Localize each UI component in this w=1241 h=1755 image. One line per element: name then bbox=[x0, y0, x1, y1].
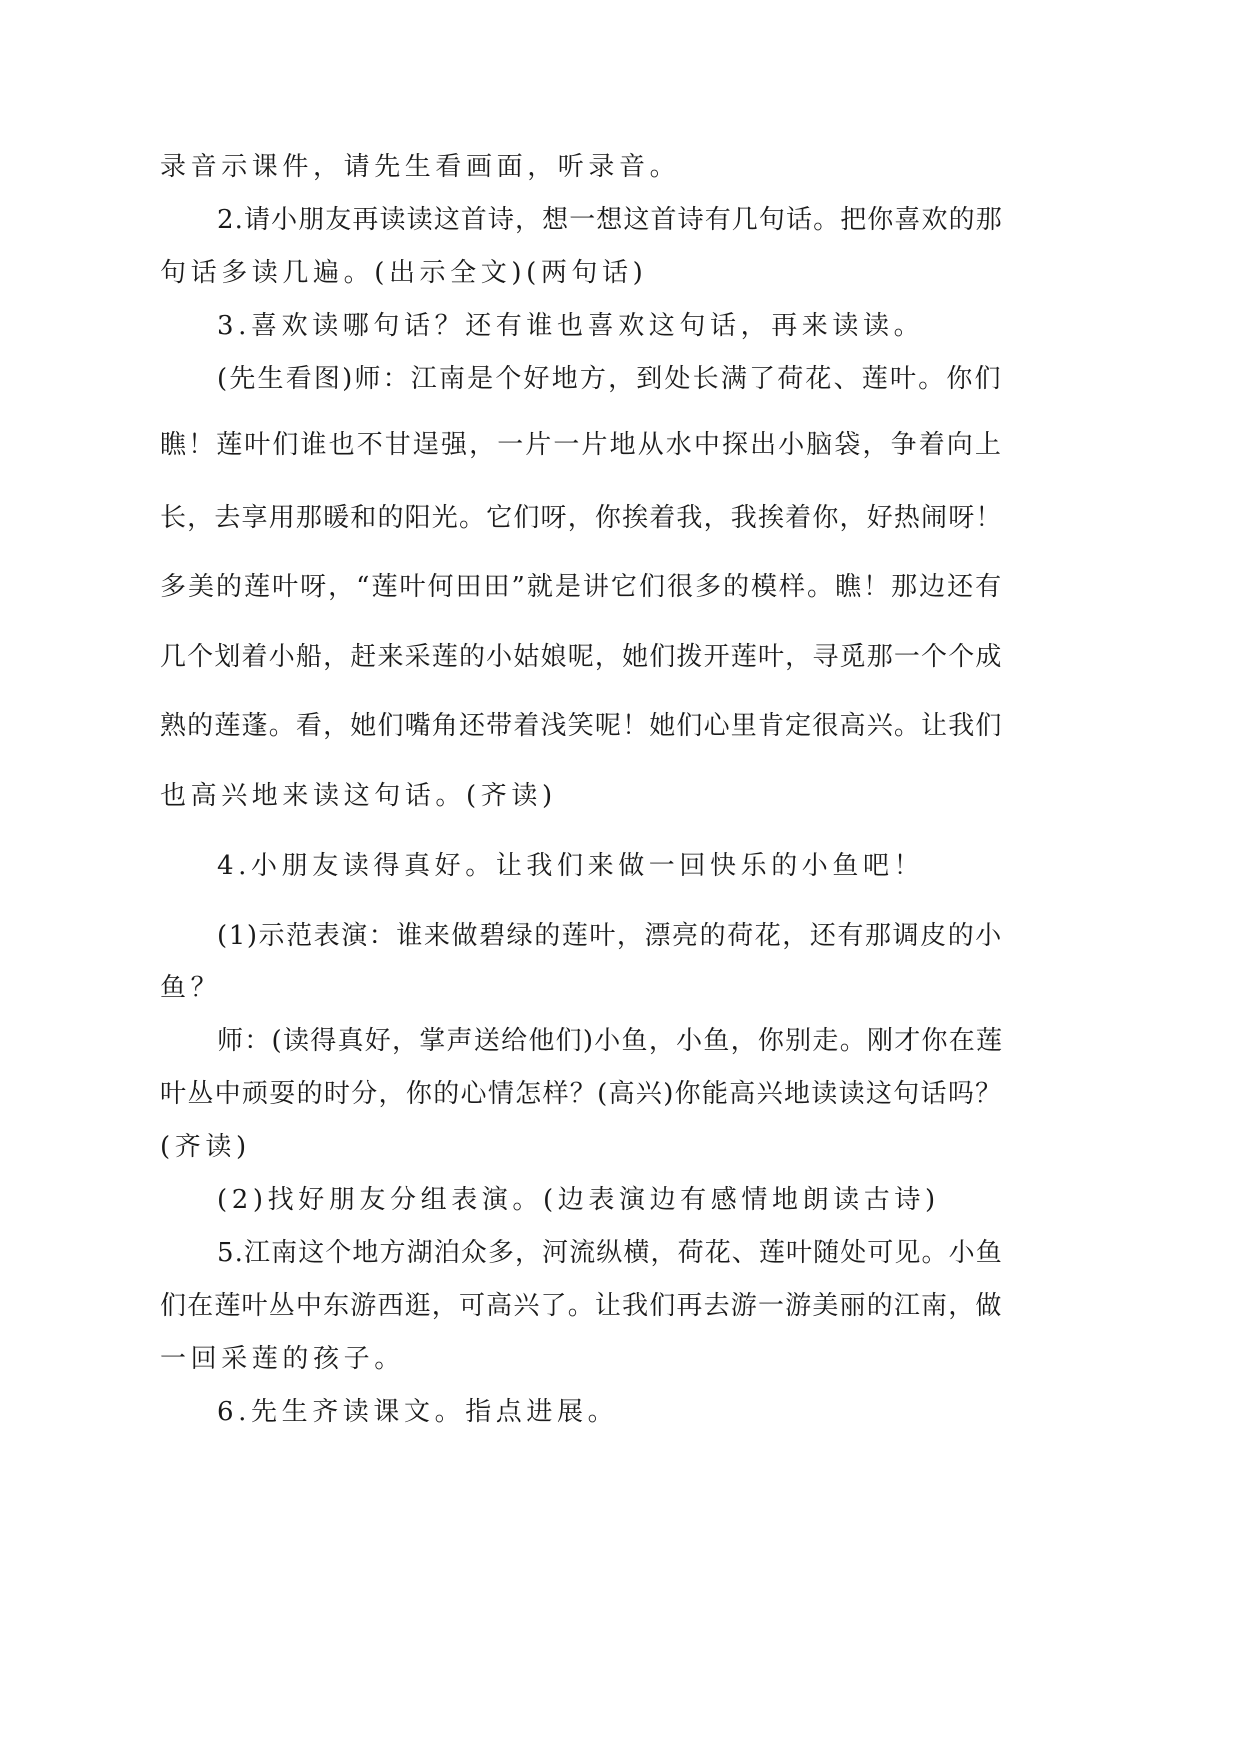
text-line: 师：(读得真好，掌声送给他们)小鱼，小鱼，你别走。刚才你在莲 bbox=[217, 1026, 1004, 1056]
text-line: 2.请小朋友再读读这首诗，想一想这首诗有几句话。把你喜欢的那 bbox=[217, 205, 1003, 235]
text-line: 也高兴地来读这句话。(齐读) bbox=[160, 781, 557, 811]
text-line: 叶丛中顽耍的时分，你的心情怎样？(高兴)你能高兴地读读这句话吗？ bbox=[160, 1079, 1003, 1109]
text-line: 多美的莲叶呀，“莲叶何田田”就是讲它们很多的模样。瞧！那边还有 bbox=[160, 572, 1004, 602]
text-line: 6.先生齐读课文。指点进展。 bbox=[217, 1397, 619, 1427]
text-line: (2)找好朋友分组表演。(边表演边有感情地朗读古诗) bbox=[217, 1185, 940, 1215]
text-line: 瞧！莲叶们谁也不甘逞强，一片一片地从水中探出小脑袋，争着向上 bbox=[160, 430, 1004, 460]
text-line: 3.喜欢读哪句话？还有谁也喜欢这句话，再来读读。 bbox=[217, 311, 925, 341]
text-line: (先生看图)师：江南是个好地方，到处长满了荷花、莲叶。你们 bbox=[217, 364, 1003, 394]
text-line: 5.江南这个地方湖泊众多，河流纵横，荷花、莲叶随处可见。小鱼 bbox=[217, 1238, 1003, 1268]
text-line: 句话多读几遍。(出示全文)(两句话) bbox=[160, 258, 648, 288]
text-line: 熟的莲蓬。看，她们嘴角还带着浅笑呢！她们心里肯定很高兴。让我们 bbox=[160, 711, 1003, 741]
text-line: (1)示范表演：谁来做碧绿的莲叶，漂亮的荷花，还有那调皮的小 bbox=[217, 921, 1003, 951]
text-line: 们在莲叶丛中东游西逛，可高兴了。让我们再去游一游美丽的江南，做 bbox=[160, 1291, 1003, 1321]
text-line: 一回采莲的孩子。 bbox=[160, 1344, 405, 1374]
text-line: 几个划着小船，赶来采莲的小姑娘呢，她们拨开莲叶，寻觅那一个个成 bbox=[160, 642, 1003, 672]
text-line: (齐读) bbox=[160, 1132, 251, 1162]
text-line: 鱼？ bbox=[160, 973, 222, 1003]
text-line: 4.小朋友读得真好。让我们来做一回快乐的小鱼吧！ bbox=[217, 851, 925, 881]
text-line: 录音示课件，请先生看画面，听录音。 bbox=[160, 152, 681, 182]
text-line: 长，去享用那暖和的阳光。它们呀，你挨着我，我挨着你，好热闹呀！ bbox=[160, 503, 1003, 533]
